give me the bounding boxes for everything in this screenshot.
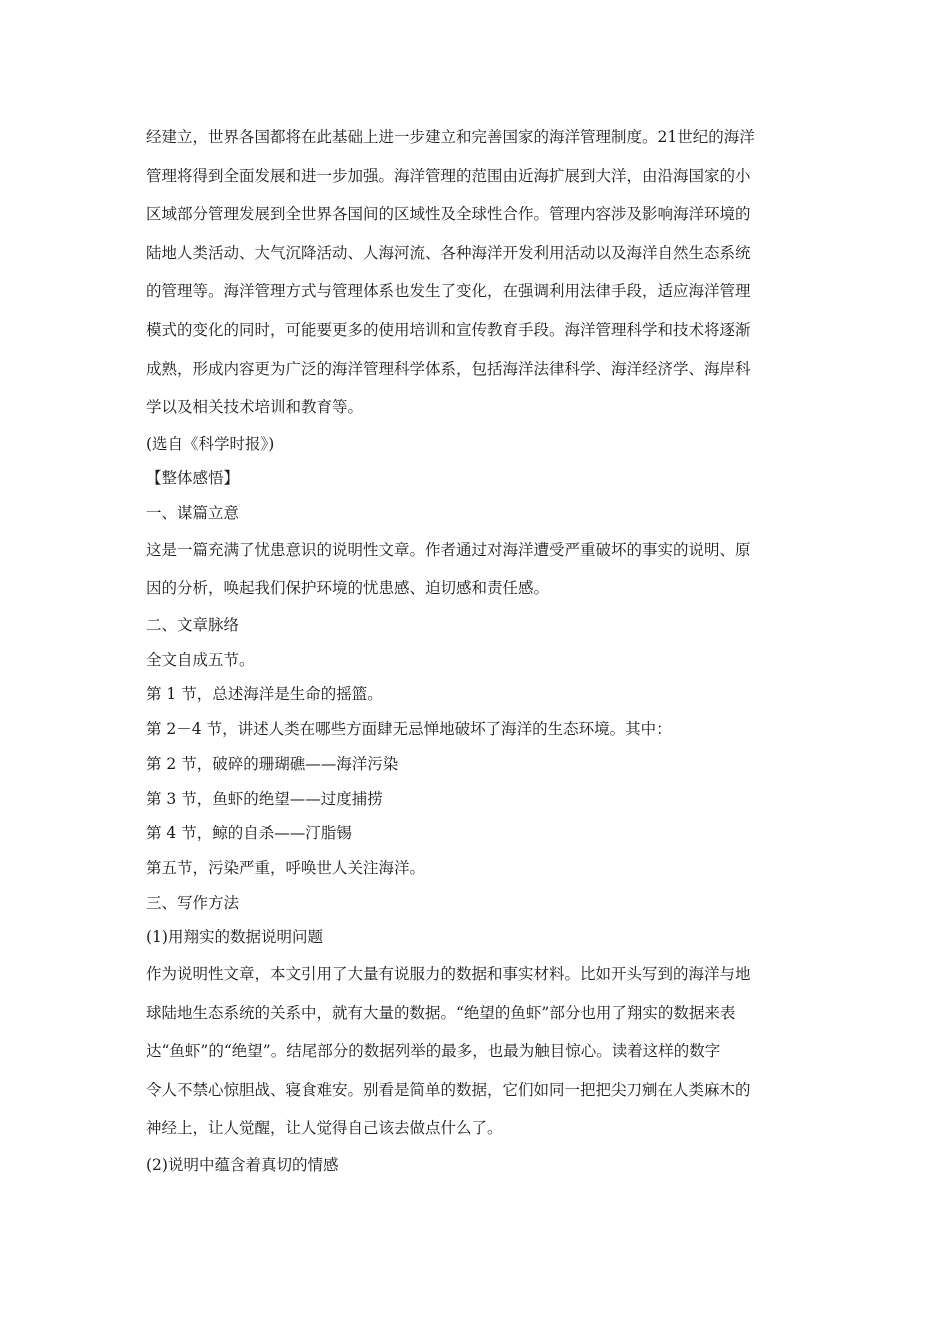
structure-line: 第 2－4 节，讲述人类在哪些方面肆无忌惮地破坏了海洋的生态环境。其中：: [146, 720, 672, 739]
text-line: 成熟，形成内容更为广泛的海洋管理科学体系，包括海洋法律科学、海洋经济学、海岸科: [146, 359, 751, 378]
document-page: [146, 118, 811, 1183]
method2-title: (2)说明中蕴含着真切的情感: [146, 1156, 339, 1175]
source-citation: (选自《科学时报》): [146, 434, 275, 453]
structure-line: 第五节，污染严重，呼唤世人关注海洋。: [146, 858, 426, 877]
text-line: 神经上，让人觉醒，让人觉得自己该去做点什么了。: [146, 1119, 503, 1138]
text-line: 经建立，世界各国都将在此基础上进一步建立和完善国家的海洋管理制度。21世纪的海洋: [146, 128, 755, 146]
structure-line: 全文自成五节。: [146, 650, 255, 669]
intro-paragraph: [146, 118, 811, 427]
text-line: 的管理等。海洋管理方式与管理体系也发生了变化，在强调利用法律手段，适应海洋管理: [146, 282, 751, 301]
text-line: 模式的变化的同时，可能要更多的使用培训和宣传教育手段。海洋管理科学和技术将逐渐: [146, 320, 751, 339]
text-line: 令人不禁心惊胆战、寝食难安。别看是简单的数据，它们如同一把把尖刀剜在人类麻木的: [146, 1080, 751, 1099]
text-line: 区域部分管理发展到全世界各国间的区域性及全球性合作。管理内容涉及影响海洋环境的: [146, 205, 751, 224]
structure-line: 第 2 节，破碎的珊瑚礁——海洋污染: [146, 754, 399, 773]
structure-line: 第 4 节，鲸的自杀——汀脂锡: [146, 824, 352, 843]
section1-title: 一、谋篇立意: [146, 504, 240, 523]
text-line: 管理将得到全面发展和进一步加强。海洋管理的范围由近海扩展到大洋，由沿海国家的小: [146, 166, 751, 185]
heading-overall: 【整体感悟】: [146, 469, 240, 488]
section2-title: 二、文章脉络: [146, 616, 240, 635]
structure-line: 第 3 节，鱼虾的绝望——过度捕捞: [146, 789, 383, 808]
method1-paragraph: [146, 955, 811, 1148]
section3-title: 三、写作方法: [146, 893, 240, 912]
text-line: 这是一篇充满了忧患意识的说明性文章。作者通过对海洋遭受严重破坏的事实的说明、原: [146, 540, 751, 559]
text-line: 达“鱼虾”的“绝望”。结尾部分的数据列举的最多，也最为触目惊心。读着这样的数字: [146, 1042, 721, 1061]
text-line: 学以及相关技术培训和教育等。: [146, 398, 364, 417]
text-line: 球陆地生态系统的关系中，就有大量的数据。“绝望的鱼虾”部分也用了翔实的数据来表: [146, 1003, 736, 1022]
structure-line: 第 1 节，总述海洋是生命的摇篮。: [146, 685, 383, 704]
section1-paragraph: [146, 531, 811, 608]
text-line: 因的分析，唤起我们保护环境的忧患感、迫切感和责任感。: [146, 579, 550, 598]
method1-title: (1)用翔实的数据说明问题: [146, 928, 323, 947]
text-line: 作为说明性文章，本文引用了大量有说服力的数据和事实材料。比如开头写到的海洋与地: [146, 965, 751, 984]
text-line: 陆地人类活动、大气沉降活动、人海河流、各种海洋开发利用活动以及海洋自然生态系统: [146, 243, 751, 262]
